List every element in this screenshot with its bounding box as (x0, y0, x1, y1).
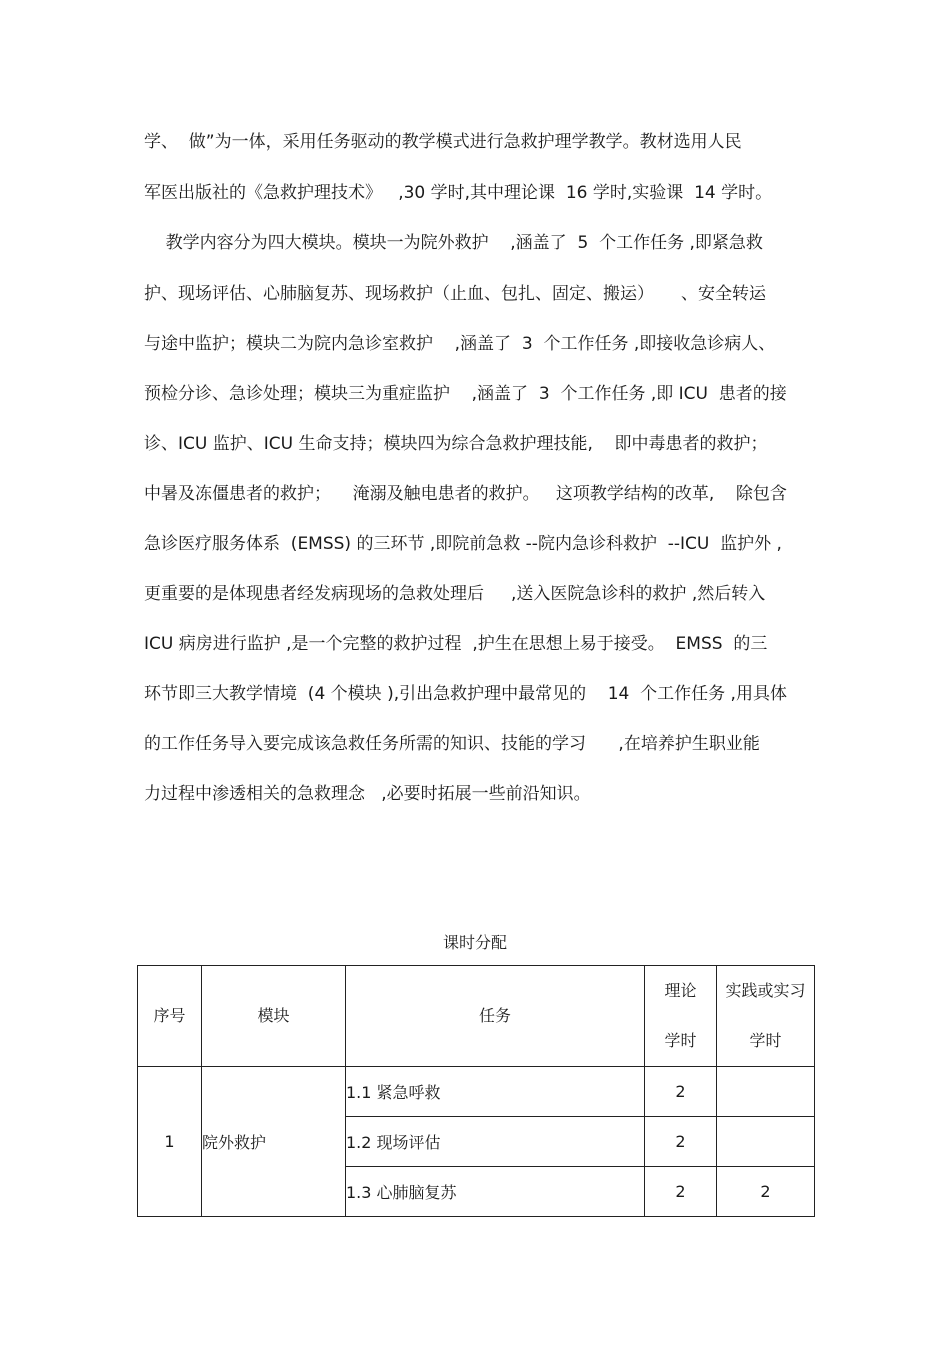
body-text-line-7: 诊、ICU 监护、ICU 生命支持；模块四为综合急救护理技能, 即中毒患者的救护； (144, 434, 768, 454)
row-practice-hours (717, 1117, 815, 1167)
header-practice-hours: 实践或实习学时 (717, 966, 815, 1067)
body-text-line-3: 教学内容分为四大模块。模块一为院外救护 ,涵盖了 5 个工作任务 ,即紧急救 (144, 233, 763, 253)
row-theory-hours: 2 (645, 1167, 717, 1217)
row-task: 1.3 心肺脑复苏 (346, 1167, 645, 1217)
row-module: 院外救护 (202, 1067, 346, 1217)
row-theory-hours: 2 (645, 1117, 717, 1167)
header-task: 任务 (346, 966, 645, 1067)
row-practice-hours (717, 1067, 815, 1117)
body-text-line-11: ICU 病房进行监护 ,是一个完整的救护过程 ,护生在思想上易于接受。 EMSS 的三 (144, 634, 768, 654)
body-text-line-12: 环节即三大教学情境 (4 个模块 ),引出急救护理中最常见的 14 个工作任务 ,用具体 (144, 684, 787, 704)
table-row (138, 1067, 815, 1117)
body-text-line-5: 与途中监护；模块二为院内急诊室救护 ,涵盖了 3 个工作任务 ,即接收急诊病人、 (144, 334, 776, 354)
row-task: 1.1 紧急呼救 (346, 1067, 645, 1117)
body-text-line-2: 军医出版社的《急救护理技术》 ,30 学时,其中理论课 16 学时,实验课 14 学时。 (144, 183, 773, 203)
body-text-line-8: 中暑及冻僵患者的救护； 淹溺及触电患者的救护。 这项教学结构的改革, 除包含 (144, 484, 787, 504)
header-theory-hours: 理论学时 (645, 966, 717, 1067)
body-text-line-4: 护、现场评估、心肺脑复苏、现场救护（止血、包扎、固定、搬运） 、安全转运 (144, 284, 767, 304)
body-text-line-1: 学、 做”为一体，采用任务驱动的教学模式进行急救护理学教学。教材选用人民 (144, 132, 742, 152)
body-text-line-9: 急诊医疗服务体系 (EMSS) 的三环节 ,即院前急救 --院内急诊科救护 --ICU 监护外 , (144, 534, 782, 554)
row-task: 1.2 现场评估 (346, 1117, 645, 1167)
row-seq: 1 (138, 1067, 202, 1217)
body-text-line-10: 更重要的是体现患者经发病现场的急救处理后 ,送入医院急诊科的救护 ,然后转入 (144, 584, 766, 604)
hours-allocation-table (137, 965, 815, 1217)
row-practice-hours: 2 (717, 1167, 815, 1217)
table-header-row (138, 966, 815, 1067)
body-text-line-6: 预检分诊、急诊处理；模块三为重症监护 ,涵盖了 3 个工作任务 ,即 ICU 患者的接 (144, 384, 787, 404)
body-text-line-13: 的工作任务导入要完成该急救任务所需的知识、技能的学习 ,在培养护生职业能 (144, 734, 760, 754)
header-seq: 序号 (138, 966, 202, 1067)
header-module: 模块 (202, 966, 346, 1067)
body-text-line-14: 力过程中渗透相关的急救理念 ,必要时拓展一些前沿知识。 (144, 784, 591, 804)
table-caption: 课时分配 (442, 933, 507, 952)
row-theory-hours: 2 (645, 1067, 717, 1117)
